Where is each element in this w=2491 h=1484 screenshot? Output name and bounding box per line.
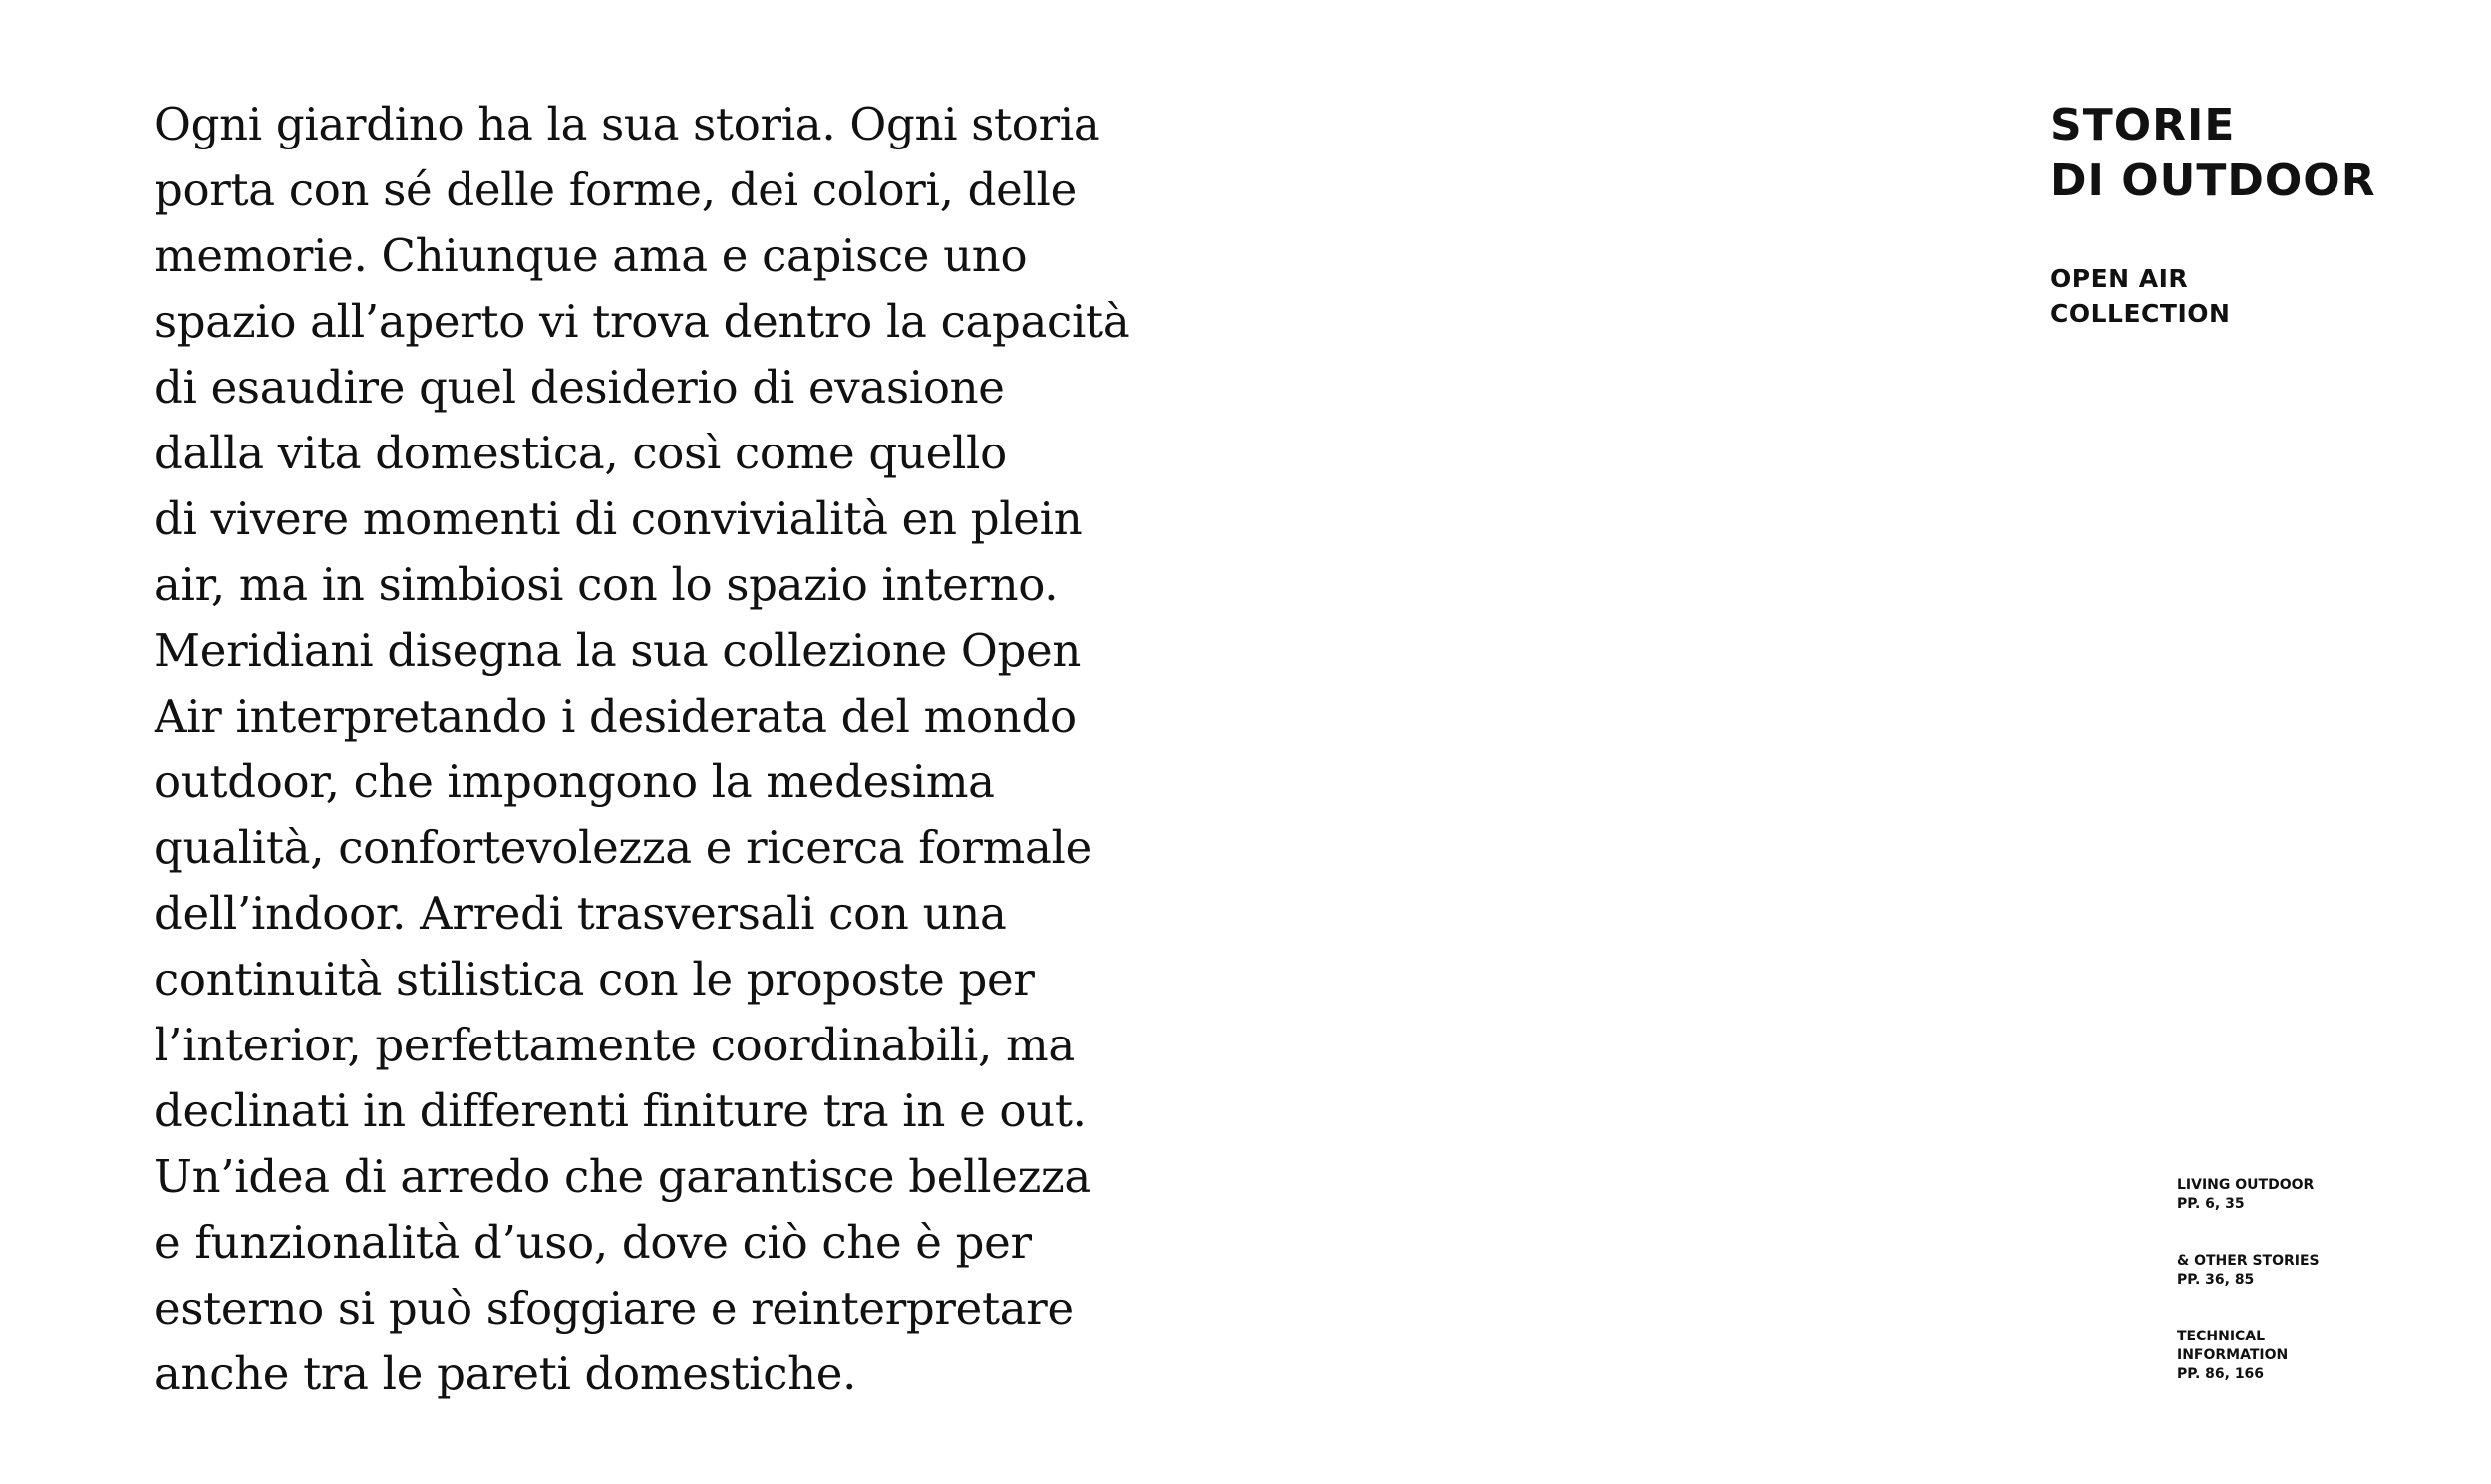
body-line: di esaudire quel desiderio di evasione [155, 361, 1005, 414]
body-line: qualità, confortevolezza e ricerca formale [155, 821, 1091, 874]
body-line: dalla vita domestica, così come quello [155, 427, 1007, 479]
body-line: spazio all’aperto vi trova dentro la capacità [155, 295, 1130, 348]
index-item-pages: PP. 86, 166 [2177, 1366, 2265, 1382]
index-item-living-outdoor[interactable] [2177, 1176, 2320, 1214]
collection-subtitle [2050, 261, 2230, 331]
index-item-name: LIVING OUTDOOR [2177, 1177, 2315, 1193]
index-item-pages: PP. 6, 35 [2177, 1196, 2245, 1212]
index-item-name: TECHNICAL [2177, 1329, 2266, 1344]
collection-subtitle-line-1: OPEN AIR [2050, 264, 2189, 293]
index-item-technical-information[interactable] [2177, 1328, 2320, 1384]
section-title-line-1: STORIE [2050, 100, 2236, 150]
body-line: esterno si può sfoggiare e reinterpretare [155, 1282, 1074, 1335]
section-title [2050, 98, 2376, 209]
body-line: continuità stilistica con le proposte per [155, 953, 1035, 1006]
body-line: outdoor, che impongono la medesima [155, 755, 995, 808]
body-line: memorie. Chiunque ama e capisce uno [155, 229, 1028, 282]
body-line: porta con sé delle forme, dei colori, delle [155, 163, 1077, 216]
body-paragraph [155, 92, 1231, 1407]
body-line: e funzionalità d’uso, dove ciò che è per [155, 1216, 1032, 1269]
collection-subtitle-line-2: COLLECTION [2050, 299, 2231, 328]
body-line: air, ma in simbiosi con lo spazio interno. [155, 558, 1059, 611]
body-line: Ogni giardino ha la sua storia. Ogni storia [155, 98, 1100, 150]
body-line: Meridiani disegna la sua collezione Open [155, 624, 1082, 677]
body-line: declinati in differenti finiture tra in e out. [155, 1084, 1087, 1137]
contents-index [2177, 1176, 2320, 1422]
index-item-pages: PP. 36, 85 [2177, 1272, 2255, 1288]
index-item-other-stories[interactable] [2177, 1252, 2320, 1290]
index-item-name: INFORMATION [2177, 1347, 2289, 1363]
body-line: Air interpretando i desiderata del mondo [155, 690, 1077, 742]
section-title-line-2: DI OUTDOOR [2050, 155, 2376, 206]
index-item-name: & OTHER STORIES [2177, 1253, 2320, 1269]
body-line: dell’indoor. Arredi trasversali con una [155, 887, 1007, 940]
body-line: di vivere momenti di convivialità en plein [155, 492, 1083, 545]
body-line: Un’idea di arredo che garantisce bellezza [155, 1150, 1090, 1203]
body-line: anche tra le pareti domestiche. [155, 1347, 857, 1400]
body-line: l’interior, perfettamente coordinabili, ma [155, 1019, 1075, 1071]
